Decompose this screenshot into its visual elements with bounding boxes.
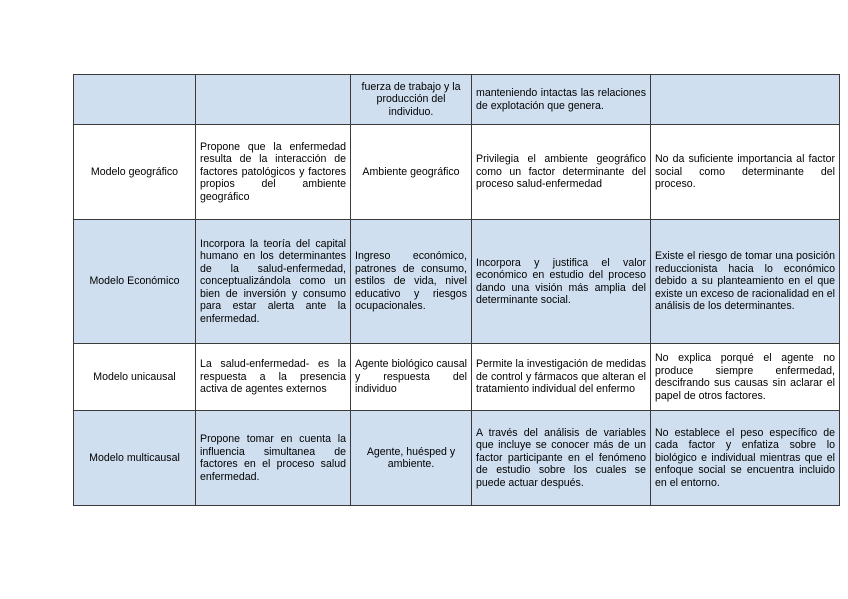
- model-name-cell: Modelo Económico: [74, 220, 196, 344]
- table-row: [74, 75, 840, 125]
- strength-cell: Privilegia el ambiente geográfico como un factor determinante del proceso salud-enfermedad: [472, 125, 651, 220]
- determinant-cell: fuerza de trabajo y la producción del individuo.: [351, 75, 472, 125]
- determinant-cell: Ambiente geográfico: [351, 125, 472, 220]
- strength-cell: A través del análisis de variables que incluye se conocer más de un factor participante en el fenómeno de estudio sobre los cuales se puede actuar después.: [472, 411, 651, 506]
- strength-cell: manteniendo intactas las relaciones de explotación que genera.: [472, 75, 651, 125]
- table-row: [74, 411, 840, 506]
- limitation-cell: Existe el riesgo de tomar una posición reduccionista hacia lo económico debido a su planteamiento en el que existe un exceso de racionalidad en el análisis de los determinantes.: [651, 220, 840, 344]
- limitation-cell: [651, 75, 840, 125]
- determinant-cell: Agente biológico causal y respuesta del individuo: [351, 344, 472, 411]
- models-table: [73, 74, 840, 506]
- proposal-cell: Propone que la enfermedad resulta de la interacción de factores patológicos y factores propios del ambiente geográfico: [196, 125, 351, 220]
- strength-cell: Permite la investigación de medidas de control y fármacos que alteran el tratamiento individual del enfermo: [472, 344, 651, 411]
- limitation-cell: No establece el peso específico de cada factor y enfatiza sobre lo biológico e individual mientras que el enfoque social se encuentra incluido en el entorno.: [651, 411, 840, 506]
- model-name-cell: Modelo multicausal: [74, 411, 196, 506]
- strength-cell: Incorpora y justifica el valor económico en estudio del proceso dando una visión más amplia del determinante social.: [472, 220, 651, 344]
- model-name-cell: Modelo unicausal: [74, 344, 196, 411]
- limitation-cell: No da suficiente importancia al factor social como determinante del proceso.: [651, 125, 840, 220]
- table-row: [74, 125, 840, 220]
- proposal-cell: Incorpora la teoría del capital humano en los determinantes de la salud-enfermedad, conceptualizándola como un bien de inversión y consumo para estar alerta ante la enfermedad.: [196, 220, 351, 344]
- proposal-cell: Propone tomar en cuenta la influencia simultanea de factores en el proceso salud enfermedad.: [196, 411, 351, 506]
- table-row: [74, 220, 840, 344]
- proposal-cell: [196, 75, 351, 125]
- limitation-cell: No explica porqué el agente no produce siempre enfermedad, descifrando sus causas sin aclarar el papel de otros factores.: [651, 344, 840, 411]
- table-row: [74, 344, 840, 411]
- model-name-cell: Modelo geográfico: [74, 125, 196, 220]
- determinant-cell: Ingreso económico, patrones de consumo, estilos de vida, nivel educativo y riesgos ocupacionales.: [351, 220, 472, 344]
- determinant-cell: Agente, huésped y ambiente.: [351, 411, 472, 506]
- proposal-cell: La salud-enfermedad- es la respuesta a la presencia activa de agentes externos: [196, 344, 351, 411]
- model-name-cell: [74, 75, 196, 125]
